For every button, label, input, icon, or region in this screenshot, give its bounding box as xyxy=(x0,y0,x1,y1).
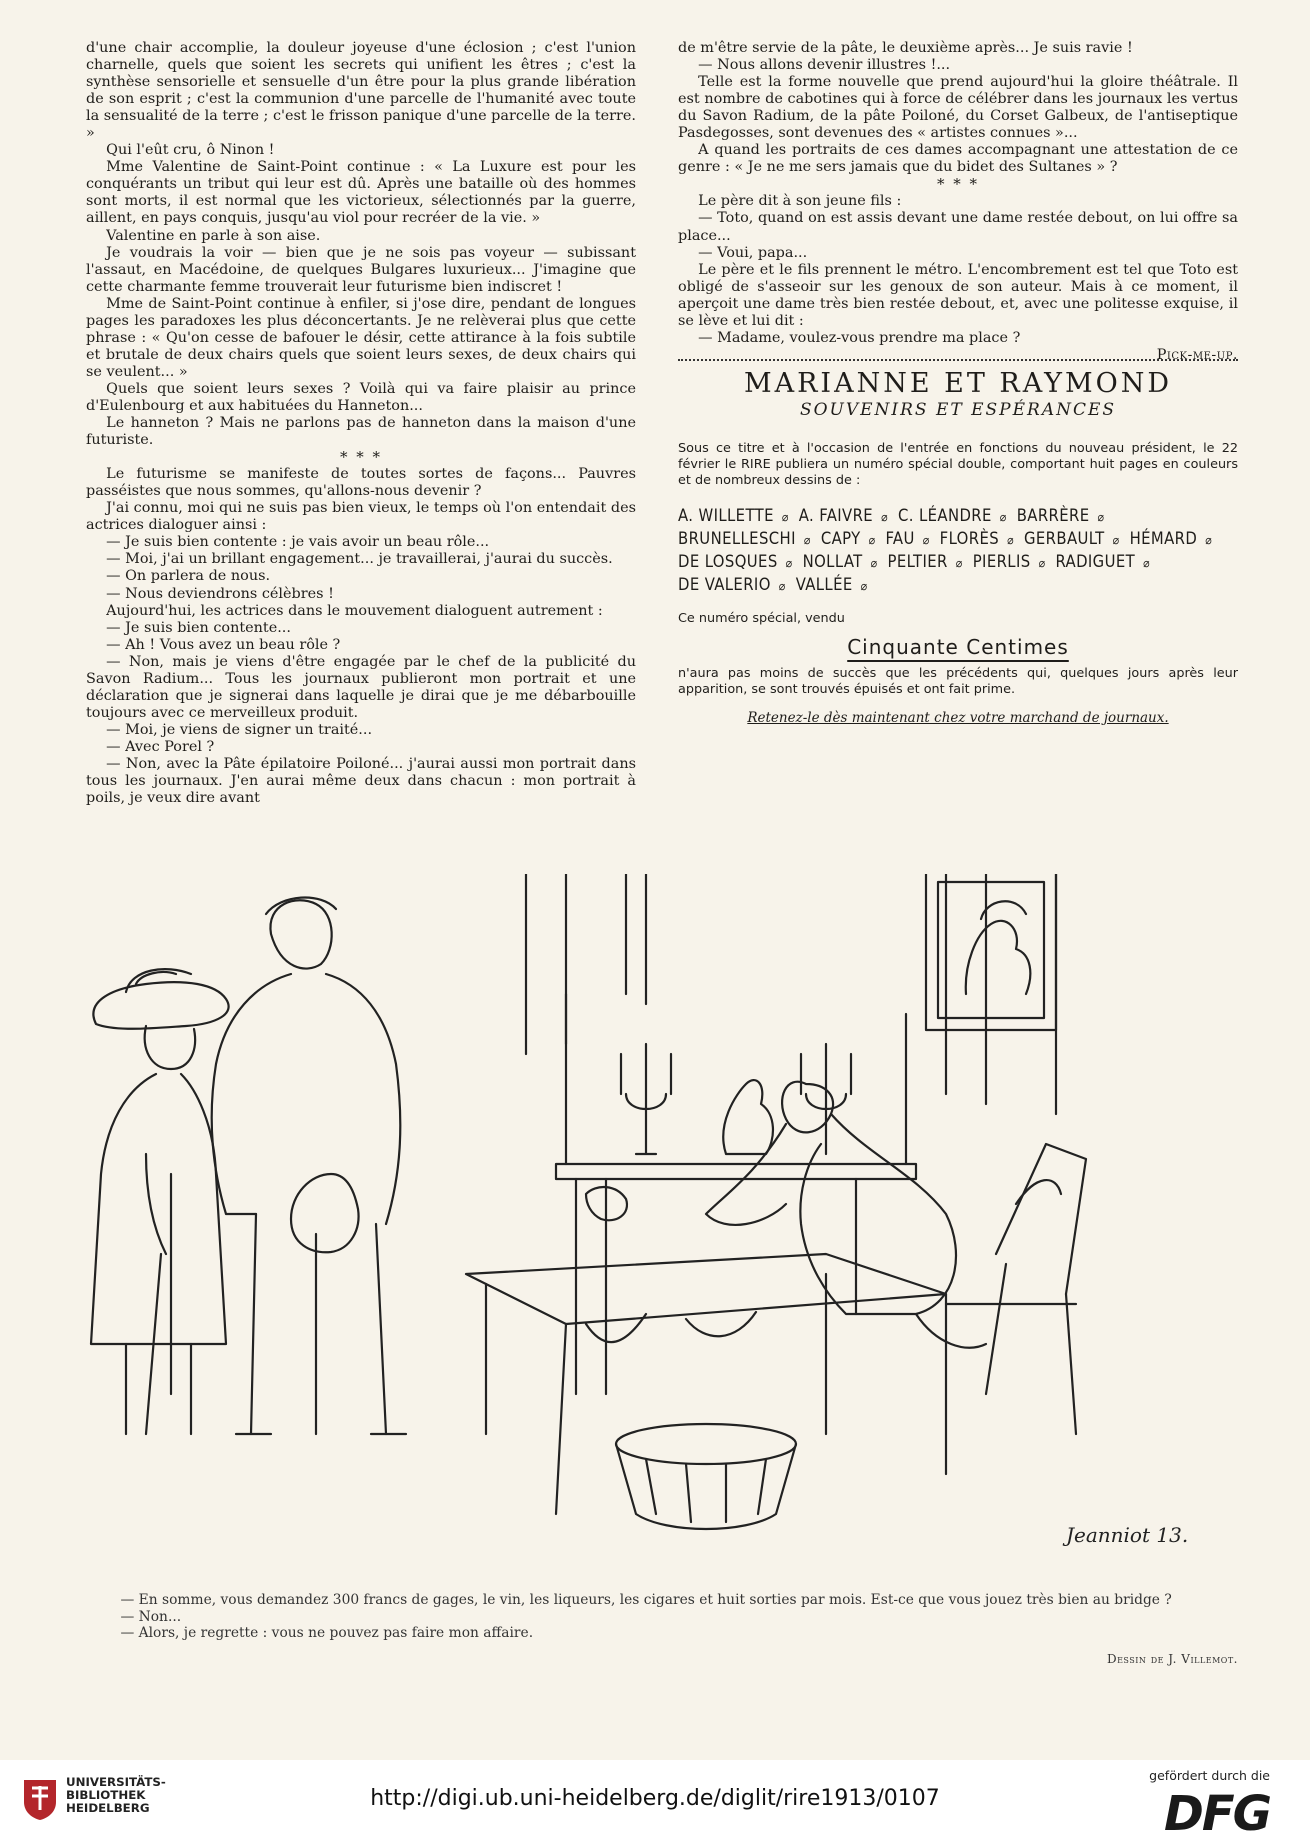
caption-line-2: — Non... xyxy=(120,1608,182,1625)
caption-line-3: — Alors, je regrette : vous ne pouvez pas faire mon affaire. xyxy=(120,1625,534,1641)
left-paragraph: — Nous deviendrons célèbres ! xyxy=(106,585,334,602)
separator-icon: ⌀ xyxy=(870,555,878,570)
statuette xyxy=(723,1080,773,1154)
left-paragraph: Mme de Saint-Point continue à enfiler, si j'ose dire, pendant de longues pages les paradoxes les plus déconcertants. Je ne relèverai plus que cette phrase : « Qu'on cesse de bafouer le désir, cette attirance à la fois subtile et brutale de deux chairs quels que soient leurs sexes, de deux chairs qui se veulent... » xyxy=(86,295,636,380)
left-paragraph: Le hanneton ? Mais ne parlons pas de hanneton dans la maison d'une futuriste. xyxy=(86,415,636,449)
right-paragraph: Telle est la forme nouvelle que prend aujourd'hui la gloire théâtrale. Il est nombre de cabotines qui à force de célébrer dans les journaux les vertus du Savon Radium, de la pâte Poiloné, du Corset Galbeux, de l'antiseptique Pasdegosses, sont devenues des « artistes connues »... xyxy=(678,74,1238,142)
left-paragraph: — Je suis bien contente... xyxy=(106,619,291,636)
illustration-credit: Dessin de J. Villemot. xyxy=(1106,1652,1238,1666)
right-paragraph: — Nous allons devenir illustres !... xyxy=(698,57,951,74)
standing-man xyxy=(212,898,406,1434)
left-paragraph: Quels que soient leurs sexes ? Voilà qui va faire plaisir au prince d'Eulenbourg et aux habituées du Hanneton... xyxy=(86,380,636,414)
column-signature: Pick-me-up. xyxy=(1156,346,1238,363)
chair xyxy=(946,1144,1086,1434)
left-paragraph: Aujourd'hui, les actrices dans le mouvement dialoguent autrement : xyxy=(106,602,603,619)
right-paragraph: A quand les portraits de ces dames accompagnant une attestation de ce genre : « Je ne me sers jamais que du bidet des Sultanes » ? xyxy=(678,142,1238,176)
waste-basket xyxy=(616,1424,796,1529)
left-paragraph: Je voudrais la voir — bien que je ne sois pas voyeur — subissant l'assaut, en Macédoine, de quelques Bulgares luxurieux... J'imagine que cette charmante femme trouverait leur futurisme bien indiscret ! xyxy=(86,244,636,295)
left-paragraph: Le futurisme se manifeste de toutes sortes de façons... Pauvres passéistes que nous sommes, qu'allons-nous devenir ? xyxy=(86,466,636,500)
separator-icon: ⌀ xyxy=(1143,555,1151,570)
ad-after: n'aura pas moins de succès que les précédents qui, quelques jours après leur apparition, se sont trouvés épuisés et ont fait prime. xyxy=(678,665,1238,697)
left-paragraph: * * * xyxy=(339,448,383,467)
standing-woman xyxy=(91,969,229,1434)
ad-price: Cinquante Centimes xyxy=(847,634,1069,659)
wall-lines xyxy=(526,874,1056,1114)
separator-icon: ⌀ xyxy=(1112,532,1120,547)
ad-title: MARIANNE ET RAYMOND xyxy=(743,367,1173,399)
separator-icon: ⌀ xyxy=(1205,532,1213,547)
artist-name: VALLÉE ⌀ xyxy=(795,574,868,594)
advertisement xyxy=(678,367,1238,727)
page-url-link[interactable]: http://digi.ub.uni-heidelberg.de/diglit/rire1913/0107 xyxy=(370,1786,940,1811)
left-paragraph: — Avec Porel ? xyxy=(106,738,215,755)
left-text-column xyxy=(86,40,636,807)
separator-icon: ⌀ xyxy=(868,532,876,547)
right-paragraphs xyxy=(678,40,1238,363)
ad-reserve: Retenez-le dès maintenant chez votre marchand de journaux. xyxy=(747,709,1169,726)
right-paragraph: — Voui, papa... xyxy=(698,244,808,261)
seated-man xyxy=(706,1082,986,1348)
right-text-column xyxy=(678,40,1238,727)
artist-name: CAPY ⌀ xyxy=(820,528,876,548)
left-paragraph: — Moi, j'ai un brillant engagement... je travaillerai, j'aurai du succès. xyxy=(106,551,613,568)
separator-icon: ⌀ xyxy=(1007,532,1014,547)
right-paragraph: — Madame, voulez-vous prendre ma place ? xyxy=(698,329,1021,346)
funding-note: gefördert durch die xyxy=(1149,1768,1270,1783)
viewer-footer xyxy=(0,1760,1310,1842)
separator-icon: ⌀ xyxy=(922,532,930,547)
artist-name: DE VALERIO ⌀ xyxy=(678,574,786,594)
separator-icon: ⌀ xyxy=(1038,555,1046,570)
artist-signature: Jeanniot 13. xyxy=(1066,1523,1189,1547)
left-paragraph: Mme Valentine de Saint-Point continue : « La Luxure est pour les conquérants un tribut qui leur est dû. Après une bataille où des hommes sont morts, il est normal que les victorieux, sélectionnés par la guerre, aillent, en pays conquis, jusqu'au viol pour recréer de la vie. » xyxy=(86,159,636,227)
separator-icon: ⌀ xyxy=(778,578,786,593)
artist-name: BARRÈRE ⌀ xyxy=(1016,505,1105,525)
left-paragraph: Valentine en parle à son aise. xyxy=(106,227,321,244)
caption-line-1: — En somme, vous demandez 300 francs de gages, le vin, les liqueurs, les cigares et huit sorties par mois. Est-ce que vous jouez très bien au bridge ? xyxy=(120,1592,1172,1608)
artist-name: BRUNELLESCHI ⌀ xyxy=(678,528,811,548)
artist-name: PELTIER ⌀ xyxy=(887,551,963,571)
right-paragraph: * * * xyxy=(936,175,980,194)
left-paragraph: — Moi, je viens de signer un traité... xyxy=(106,721,373,738)
separator-icon: ⌀ xyxy=(999,509,1007,524)
cartoon-illustration xyxy=(86,874,1238,1574)
artist-name: NOLLAT ⌀ xyxy=(802,551,878,571)
artist-name: GERBAULT ⌀ xyxy=(1023,528,1120,548)
artist-name: C. LÉANDRE ⌀ xyxy=(897,505,1007,525)
left-paragraph: Qui l'eût cru, ô Ninon ! xyxy=(106,142,275,159)
artist-name: RADIGUET ⌀ xyxy=(1055,551,1151,571)
left-paragraph: d'une chair accomplie, la douleur joyeuse d'une éclosion ; c'est l'union charnelle, quels que soient les secrets qui unifient les êtres ; c'est la synthèse sensorielle et sensuelle d'un être pour la plus grande libération de son esprit ; c'est la communion d'une parcelle de l'humanité avec toute la sensualité de la terre ; c'est le frisson panique d'une parcelle de la terre. » xyxy=(86,40,636,142)
separator-icon: ⌀ xyxy=(955,555,963,570)
artist-name: HÉMARD ⌀ xyxy=(1129,528,1213,548)
desk xyxy=(466,1254,946,1514)
artist-list xyxy=(678,505,1238,597)
ad-intro: Sous ce titre et à l'occasion de l'entrée en fonctions du nouveau président, le 22 février le RIRE publiera un numéro spécial double, comportant huit pages en couleurs et de nombreux dessins de : xyxy=(678,440,1238,488)
wavy-divider xyxy=(678,353,1238,361)
left-paragraph: — Non, mais je viens d'être engagée par le chef de la publicité du Savon Radium... Tous les journaux publieront mon portrait et une déclaration que je signerai dans laquelle je dirai que je me débarbouille toujours avec ce merveilleux produit. xyxy=(86,653,636,721)
artist-name: PIERLIS ⌀ xyxy=(972,551,1046,571)
artist-name: A. WILLETTE ⌀ xyxy=(678,505,789,525)
right-paragraph: Le père dit à son jeune fils : xyxy=(698,193,902,210)
artist-name: A. FAIVRE ⌀ xyxy=(798,505,888,525)
artist-name: FAU ⌀ xyxy=(885,528,930,548)
artist-name: FLORÈS ⌀ xyxy=(939,528,1014,548)
right-paragraph: de m'être servie de la pâte, le deuxième après... Je suis ravie ! xyxy=(678,40,1133,56)
ad-subtitle: SOUVENIRS ET ESPÉRANCES xyxy=(799,399,1117,420)
library-name: UNIVERSITÄTS- BIBLIOTHEK HEIDELBERG xyxy=(66,1775,166,1815)
left-paragraph: — Non, avec la Pâte épilatoire Poiloné... j'aurai aussi mon portrait dans tous les journaux. J'en aurai même deux dans chacun : mon portrait à poils, je veux dire avant xyxy=(86,755,636,807)
left-paragraph: — Ah ! Vous avez un beau rôle ? xyxy=(106,636,341,653)
illustration-caption xyxy=(86,1592,1238,1642)
dfg-logo: DFG xyxy=(1163,1786,1270,1842)
left-paragraph: J'ai connu, moi qui ne suis pas bien vieux, le temps où l'on entendait des actrices dialoguer ainsi : xyxy=(86,500,636,534)
candelabra xyxy=(621,1044,851,1154)
left-paragraph: — Je suis bien contente : je vais avoir un beau rôle... xyxy=(106,534,490,551)
mantelpiece xyxy=(556,994,916,1394)
separator-icon: ⌀ xyxy=(781,509,789,524)
separator-icon: ⌀ xyxy=(785,555,793,570)
artist-name: DE LOSQUES ⌀ xyxy=(678,551,793,571)
separator-icon: ⌀ xyxy=(803,532,811,547)
separator-icon: ⌀ xyxy=(860,578,868,593)
separator-icon: ⌀ xyxy=(1097,509,1105,524)
ad-sold-line: Ce numéro spécial, vendu xyxy=(678,610,845,626)
separator-icon: ⌀ xyxy=(881,509,888,524)
right-paragraph: — Toto, quand on est assis devant une dame restée debout, on lui offre sa place... xyxy=(678,210,1238,244)
left-paragraph: — On parlera de nous. xyxy=(106,568,271,585)
right-paragraph: Le père et le fils prennent le métro. L'encombrement est tel que Toto est obligé de s'asseoir sur les genoux de son auteur. Mais à ce moment, il aperçoit une dame très bien restée debout, et, avec une politesse exquise, il se lève et lui dit : xyxy=(678,261,1238,329)
